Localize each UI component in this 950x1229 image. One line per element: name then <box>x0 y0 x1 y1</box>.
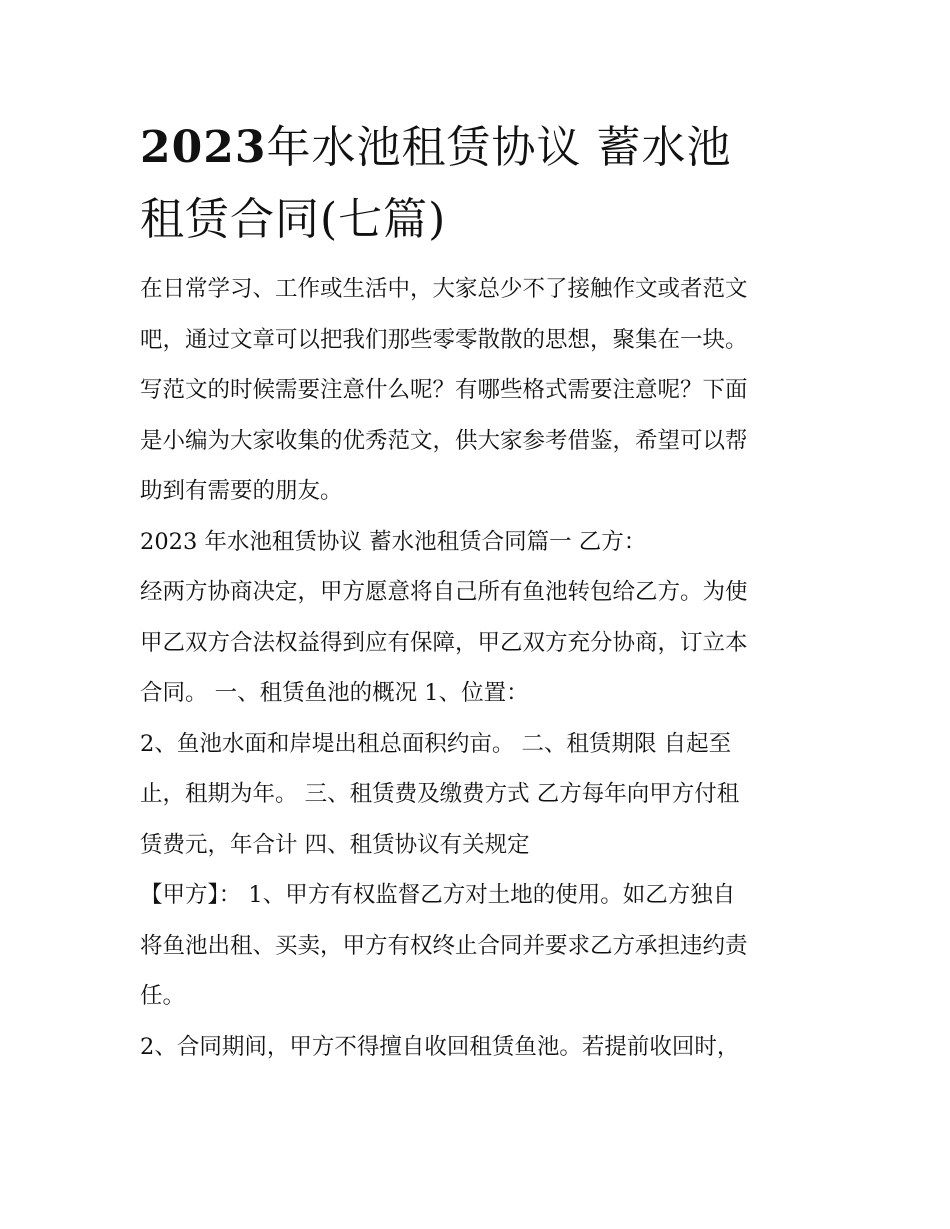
body-line: 是小编为大家收集的优秀范文，供大家参考借鉴，希望可以帮 <box>140 427 748 454</box>
body-line: 经两方协商决定，甲方愿意将自己所有鱼池转包给乙方。为使 <box>140 579 748 605</box>
title-year: 2023 <box>140 122 267 173</box>
body-line: 2、合同期间，甲方不得擅自收回租赁鱼池。若提前收回时， <box>140 1033 740 1060</box>
body-line: 合同。 一、租赁鱼池的概况 1、位置： <box>140 680 529 706</box>
body-line: 写范文的时候需要注意什么呢？有哪些格式需要注意呢？下面 <box>140 377 748 403</box>
body-line: 止，租期为年。 三、租赁费及缴费方式 乙方每年向甲方付租 <box>140 781 740 807</box>
body-line: 2、鱼池水面和岸堤出租总面积约亩。 二、租赁期限 自起至 <box>140 730 732 757</box>
body-line: 将鱼池出租、买卖，甲方有权终止合同并要求乙方承担违约责 <box>140 932 748 959</box>
body-line: 任。 <box>140 983 186 1009</box>
body-line: 在日常学习、工作或生活中，大家总少不了接触作文或者范文 <box>140 276 748 302</box>
section-heading-line: 2023 年水池租赁协议 蓄水池租赁合同篇一 乙方： <box>140 528 647 555</box>
body-line: 吧，通过文章可以把我们那些零零散散的思想，聚集在一块。 <box>140 326 748 353</box>
document-body <box>140 264 820 1072</box>
document-title <box>140 112 820 256</box>
body-line: 甲乙双方合法权益得到应有保障，甲乙双方充分协商，订立本 <box>140 629 748 656</box>
body-line: 赁费元，年合计 四、租赁协议有关规定 <box>140 831 530 858</box>
title-line1-rest: 年水池租赁协议 蓄水池 <box>266 122 732 173</box>
body-line: 【甲方】： 1、甲方有权监督乙方对土地的使用。如乙方独自 <box>140 882 736 908</box>
body-line: 助到有需要的朋友。 <box>140 478 343 504</box>
document-page <box>140 112 820 1072</box>
title-line2: 租赁合同(七篇) <box>140 194 447 245</box>
